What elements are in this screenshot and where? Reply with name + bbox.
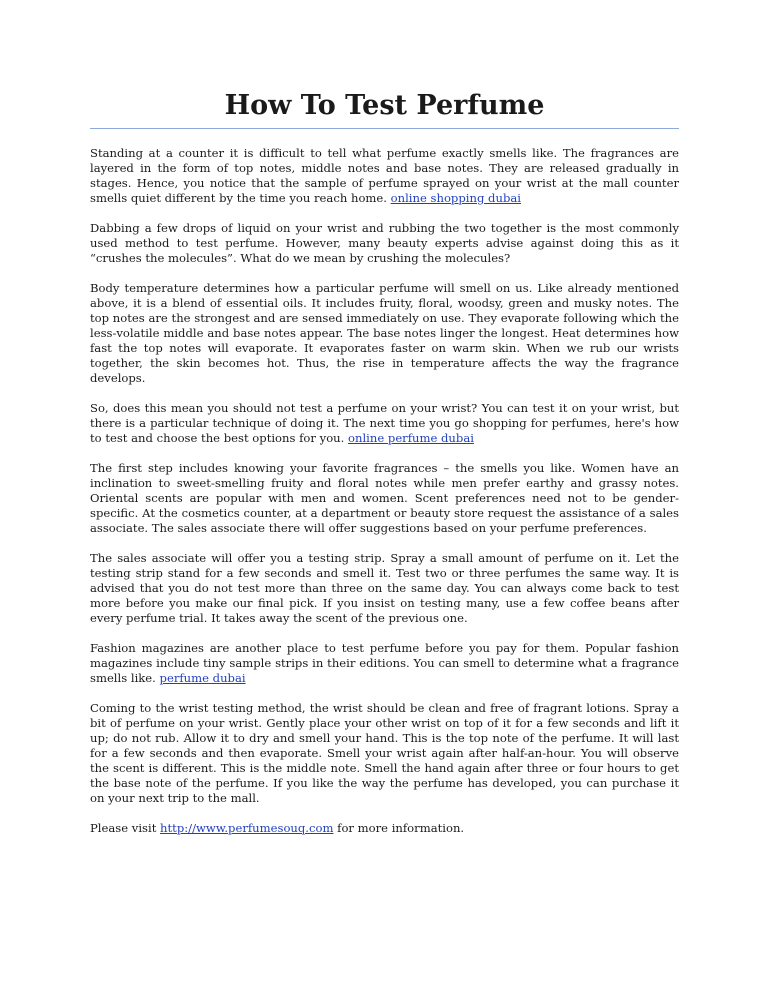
paragraph-text: Coming to the wrist testing method, the wrist should be clean and free of fragrant lotions. Spray a bit of perfume on your wrist. Gently place your other wrist on top of it for a few seconds and lift it up; do not rub. Allow it to dry and smell your hand. This is the top note of the perfume. It will last for a few seconds and then evaporate. Smell your wrist again after half-an-hour. You will observe the scent is different. This is the middle note. Smell the hand again after three or four hours to get the base note of the perfume. If you like the way the perfume has developed, you can purchase it on your next trip to the mall. [90, 701, 679, 805]
paragraph-text: Fashion magazines are another place to test perfume before you pay for them. Popular fashion magazines include tiny sample strips in their editions. You can smell to determine what a fragrance smells like. [90, 641, 679, 685]
paragraph [90, 221, 679, 266]
paragraph-text: Standing at a counter it is difficult to tell what perfume exactly smells like. The fragrances are layered in the form of top notes, middle notes and base notes. They are released gradually in stages. Hence, you notice that the sample of perfume sprayed on your wrist at the mall counter smells quiet different by the time you reach home. [90, 146, 679, 205]
page-title: How To Test Perfume [90, 90, 679, 129]
paragraph [90, 401, 679, 446]
document-page [90, 90, 679, 851]
link-perfumesouq[interactable]: http://www.perfumesouq.com [160, 821, 334, 835]
link-online-perfume-dubai[interactable]: online perfume dubai [348, 431, 474, 445]
link-online-shopping-dubai[interactable]: online shopping dubai [390, 191, 521, 205]
paragraph-text: The sales associate will offer you a testing strip. Spray a small amount of perfume on it. Let the testing strip stand for a few seconds and smell it. Test two or three perfumes the same way. It is advised that you do not test more than three on the same day. You can always come back to test more before you make our final pick. If you insist on testing many, use a few coffee beans after every perfume trial. It takes away the scent of the previous one. [90, 551, 679, 625]
paragraph [90, 821, 679, 836]
paragraph [90, 701, 679, 806]
paragraph [90, 281, 679, 386]
document-body [90, 146, 679, 836]
paragraph-text: Please visit [90, 821, 161, 835]
paragraph [90, 146, 679, 206]
paragraph [90, 551, 679, 626]
paragraph [90, 641, 679, 686]
link-perfume-dubai[interactable]: perfume dubai [159, 671, 246, 685]
paragraph-text: Dabbing a few drops of liquid on your wrist and rubbing the two together is the most commonly used method to test perfume. However, many beauty experts advise against doing this as it “crushes the molecules”. What do we mean by crushing the molecules? [90, 221, 679, 265]
paragraph-text-after: for more information. [333, 821, 465, 835]
paragraph-text: The first step includes knowing your favorite fragrances – the smells you like. Women have an inclination to sweet-smelling fruity and floral notes while men prefer earthy and grassy notes. Oriental scents are popular with men and women. Scent preferences need not to be gender-specific. At the cosmetics counter, at a department or beauty store request the assistance of a sales associate. The sales associate there will offer suggestions based on your perfume preferences. [90, 461, 679, 535]
paragraph-text: Body temperature determines how a particular perfume will smell on us. Like already mentioned above, it is a blend of essential oils. It includes fruity, floral, woodsy, green and musky notes. The top notes are the strongest and are sensed immediately on use. They evaporate following which the less-volatile middle and base notes appear. The base notes linger the longest. Heat determines how fast the top notes will evaporate. It evaporates faster on warm skin. When we rub our wrists together, the skin becomes hot. Thus, the rise in temperature affects the way the fragrance develops. [90, 281, 679, 385]
paragraph-text: So, does this mean you should not test a perfume on your wrist? You can test it on your wrist, but there is a particular technique of doing it. The next time you go shopping for perfumes, here's how to test and choose the best options for you. [90, 401, 679, 445]
paragraph [90, 461, 679, 536]
